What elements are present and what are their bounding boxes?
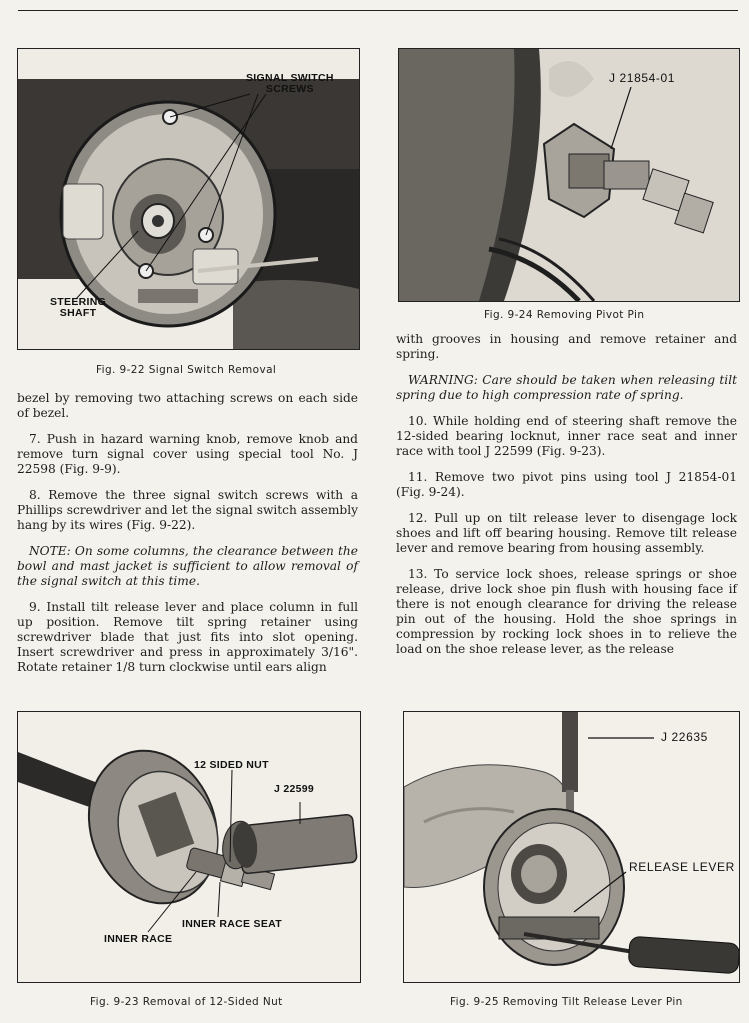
right-paragraph-step-11: 11. Remove two pivot pins using tool J 21854-01 (Fig. 9-24). <box>396 470 737 499</box>
figure-tilt-release-lever-photo <box>403 711 740 983</box>
label-signal-switch-screws: SIGNAL SWITCH SCREWS <box>246 72 334 95</box>
top-rule <box>18 10 738 11</box>
right-paragraph-1: with grooves in housing and remove retainer and spring. <box>396 332 737 361</box>
caption-fig-9-25: Fig. 9-25 Removing Tilt Release Lever Pin <box>450 996 683 1008</box>
label-steering-shaft: STEERING SHAFT <box>50 296 107 319</box>
label-inner-race: INNER RACE <box>104 933 173 945</box>
label-tool-j-22599: J 22599 <box>274 783 315 795</box>
right-paragraph-step-12: 12. Pull up on tilt release lever to disengage lock shoes and lift off bearing housing. Remove tilt release lever and remove bearing from housing assembly. <box>396 511 737 555</box>
right-paragraph-step-13: 13. To service lock shoes, release springs or shoe release, drive lock shoe pin flush with housing face if there is not enough clearance for driving the release pin out of the housing. Hold the shoe springs in compression by rocking lock shoes in to relieve the load on the shoe release lever, as the release <box>396 567 737 656</box>
12-sided-nut-illustration <box>18 712 360 982</box>
left-column-text <box>17 391 358 675</box>
label-tool-j-22635: J 22635 <box>661 730 708 744</box>
label-release-lever: RELEASE LEVER <box>629 860 735 874</box>
left-paragraph-step-7: 7. Push in hazard warning knob, remove knob and remove turn signal cover using special tool No. J 22598 (Fig. 9-9). <box>17 432 358 476</box>
caption-fig-9-23: Fig. 9-23 Removal of 12-Sided Nut <box>90 996 283 1008</box>
left-paragraph-step-9: 9. Install tilt release lever and place column in full up position. Remove tilt spring retainer using screwdriver blade that just fits into slot opening. Insert screwdriver and press in approximately 3/16". Rotate retainer 1/8 turn clockwise until ears align <box>17 600 358 674</box>
figure-pivot-pin-photo <box>398 48 740 302</box>
figure-signal-switch-photo <box>17 48 360 350</box>
left-note: NOTE: On some columns, the clearance between the bowl and mast jacket is sufficient to allow removal of the signal switch at this time. <box>17 544 358 588</box>
label-12-sided-nut: 12 SIDED NUT <box>194 759 269 771</box>
label-inner-race-seat: INNER RACE SEAT <box>182 918 282 930</box>
left-paragraph-step-8: 8. Remove the three signal switch screws with a Phillips screwdriver and let the signal switch assembly hang by its wires (Fig. 9-22). <box>17 488 358 532</box>
right-column-text <box>396 332 737 657</box>
caption-fig-9-22: Fig. 9-22 Signal Switch Removal <box>96 364 277 376</box>
right-warning: WARNING: Care should be taken when releasing tilt spring due to high compression rate of spring. <box>396 373 737 402</box>
figure-12-sided-nut-photo <box>17 711 361 983</box>
pivot-pin-illustration <box>399 49 739 301</box>
tilt-release-lever-illustration <box>404 712 739 982</box>
caption-fig-9-24: Fig. 9-24 Removing Pivot Pin <box>484 309 645 321</box>
left-paragraph-1: bezel by removing two attaching screws on each side of bezel. <box>17 391 358 420</box>
right-paragraph-step-10: 10. While holding end of steering shaft remove the 12-sided bearing locknut, inner race seat and inner race with tool J 22599 (Fig. 9-23). <box>396 414 737 458</box>
label-tool-j-21854-01: J 21854-01 <box>609 71 676 85</box>
